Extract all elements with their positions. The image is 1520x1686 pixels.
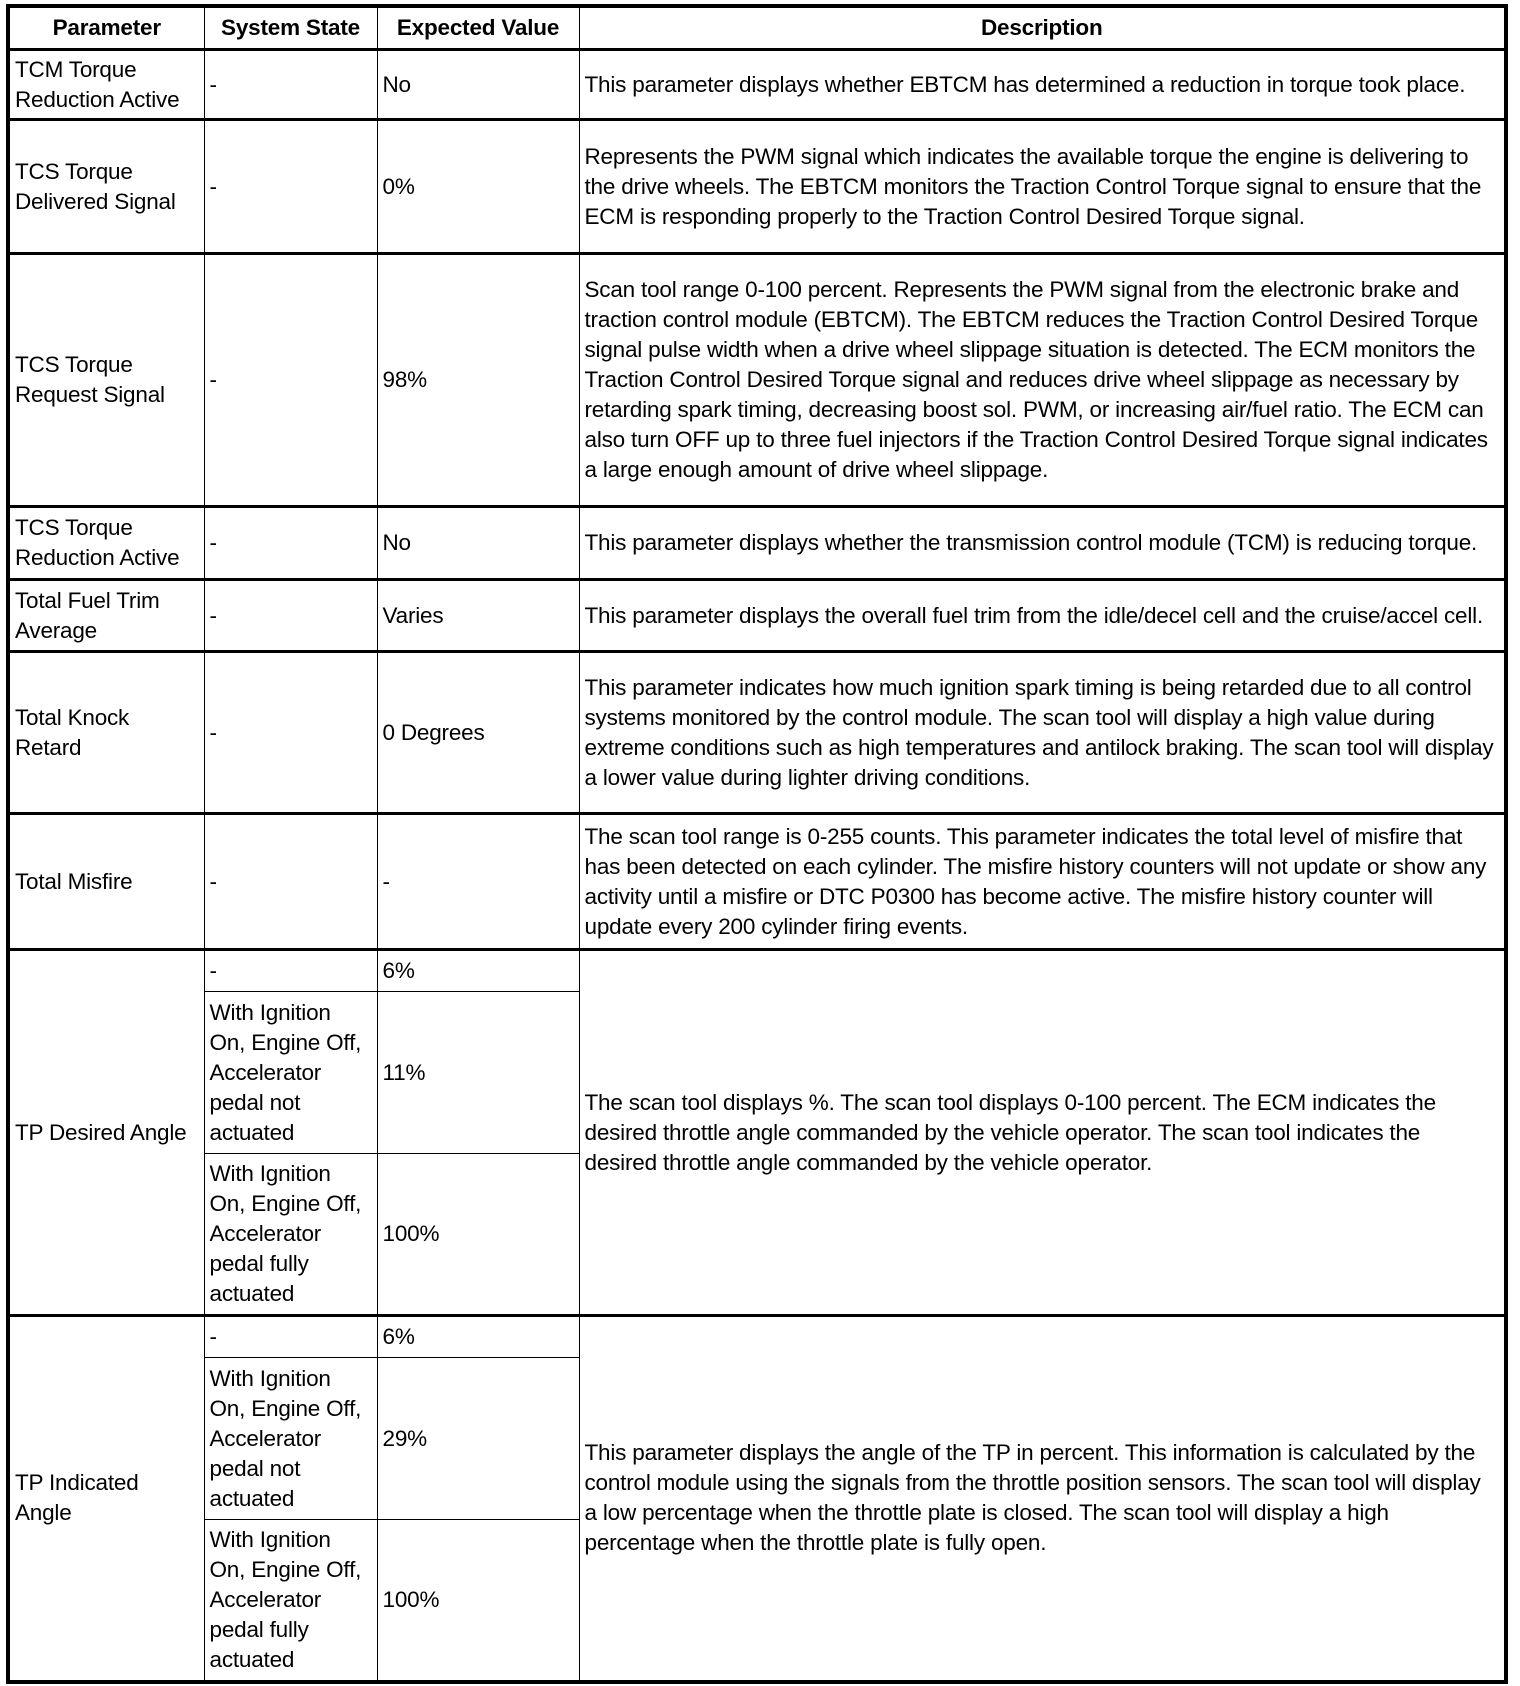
table-row xyxy=(8,50,1506,120)
cell-parameter: TP Indicated Angle xyxy=(8,1316,204,1682)
cell-description: Scan tool range 0-100 percent. Represents the PWM signal from the electronic brake and traction control module (EBTCM). The EBTCM reduces the Traction Control Desired Torque signal pulse width when a drive wheel slippage situation is detected. The ECM monitors the Traction Control Desired Torque signal and reduces drive wheel slippage as necessary by retarding spark timing, decreasing boost sol. PWM, or increasing air/fuel ratio. The ECM can also turn OFF up to three fuel injectors if the Traction Control Desired Torque signal indicates a large enough amount of drive wheel slippage. xyxy=(579,254,1506,507)
cell-parameter: Total Fuel Trim Average xyxy=(8,580,204,652)
cell-expected-value: Varies xyxy=(377,580,579,652)
table-row xyxy=(8,507,1506,580)
cell-expected-value: 6% xyxy=(377,1316,579,1358)
cell-system-state: - xyxy=(204,507,377,580)
cell-system-state: - xyxy=(204,1316,377,1358)
cell-system-state: - xyxy=(204,580,377,652)
cell-description: This parameter displays whether the transmission control module (TCM) is reducing torque. xyxy=(579,507,1506,580)
cell-expected-value: 6% xyxy=(377,950,579,992)
table-row xyxy=(8,120,1506,254)
table-row xyxy=(8,814,1506,950)
cell-parameter: TCS Torque Delivered Signal xyxy=(8,120,204,254)
cell-system-state: - xyxy=(204,814,377,950)
cell-system-state: - xyxy=(204,652,377,814)
table-row-group-tp-desired xyxy=(8,950,1506,992)
cell-parameter: Total Misfire xyxy=(8,814,204,950)
header-expected-value: Expected Value xyxy=(377,6,579,50)
cell-expected-value: 100% xyxy=(377,1154,579,1316)
cell-parameter: TP Desired Angle xyxy=(8,950,204,1316)
cell-expected-value: 0 Degrees xyxy=(377,652,579,814)
cell-expected-value: 98% xyxy=(377,254,579,507)
cell-description: This parameter displays whether EBTCM has determined a reduction in torque took place. xyxy=(579,50,1506,120)
cell-parameter: TCM Torque Reduction Active xyxy=(8,50,204,120)
table-row xyxy=(8,652,1506,814)
cell-expected-value: No xyxy=(377,507,579,580)
table-body xyxy=(8,50,1506,1682)
cell-system-state: With Ignition On, Engine Off, Accelerator pedal fully actuated xyxy=(204,1154,377,1316)
cell-expected-value: 11% xyxy=(377,992,579,1154)
cell-expected-value: - xyxy=(377,814,579,950)
parameter-table xyxy=(6,4,1508,1684)
cell-system-state: - xyxy=(204,950,377,992)
cell-system-state: With Ignition On, Engine Off, Accelerator pedal fully actuated xyxy=(204,1520,377,1682)
cell-expected-value: 29% xyxy=(377,1358,579,1520)
cell-expected-value: No xyxy=(377,50,579,120)
cell-parameter: Total Knock Retard xyxy=(8,652,204,814)
cell-description: The scan tool displays %. The scan tool displays 0-100 percent. The ECM indicates the desired throttle angle commanded by the vehicle operator. The scan tool indicates the desired throttle angle commanded by the vehicle operator. xyxy=(579,950,1506,1316)
cell-system-state: - xyxy=(204,254,377,507)
header-description: Description xyxy=(579,6,1506,50)
cell-description: This parameter indicates how much ignition spark timing is being retarded due to all control systems monitored by the control module. The scan tool will display a high value during extreme conditions such as high temperatures and antilock braking. The scan tool will display a lower value during lighter driving conditions. xyxy=(579,652,1506,814)
cell-parameter: TCS Torque Request Signal xyxy=(8,254,204,507)
header-system-state: System State xyxy=(204,6,377,50)
table-row-group-tp-indicated xyxy=(8,1316,1506,1358)
table-row xyxy=(8,254,1506,507)
cell-description: This parameter displays the overall fuel trim from the idle/decel cell and the cruise/accel cell. xyxy=(579,580,1506,652)
cell-system-state: - xyxy=(204,50,377,120)
header-parameter: Parameter xyxy=(8,6,204,50)
cell-system-state: - xyxy=(204,120,377,254)
cell-description: This parameter displays the angle of the TP in percent. This information is calculated by the control module using the signals from the throttle position sensors. The scan tool will display a low percentage when the throttle plate is closed. The scan tool will display a high percentage when the throttle plate is fully open. xyxy=(579,1316,1506,1682)
cell-description: The scan tool range is 0-255 counts. This parameter indicates the total level of misfire that has been detected on each cylinder. The misfire history counters will not update or show any activity until a misfire or DTC P0300 has become active. The misfire history counter will update every 200 cylinder firing events. xyxy=(579,814,1506,950)
cell-description: Represents the PWM signal which indicates the available torque the engine is delivering to the drive wheels. The EBTCM monitors the Traction Control Torque signal to ensure that the ECM is responding properly to the Traction Control Desired Torque signal. xyxy=(579,120,1506,254)
cell-system-state: With Ignition On, Engine Off, Accelerator pedal not actuated xyxy=(204,992,377,1154)
cell-parameter: TCS Torque Reduction Active xyxy=(8,507,204,580)
header-row xyxy=(8,6,1506,50)
cell-expected-value: 0% xyxy=(377,120,579,254)
table-row xyxy=(8,580,1506,652)
table-header xyxy=(8,6,1506,50)
cell-system-state: With Ignition On, Engine Off, Accelerator pedal not actuated xyxy=(204,1358,377,1520)
cell-expected-value: 100% xyxy=(377,1520,579,1682)
